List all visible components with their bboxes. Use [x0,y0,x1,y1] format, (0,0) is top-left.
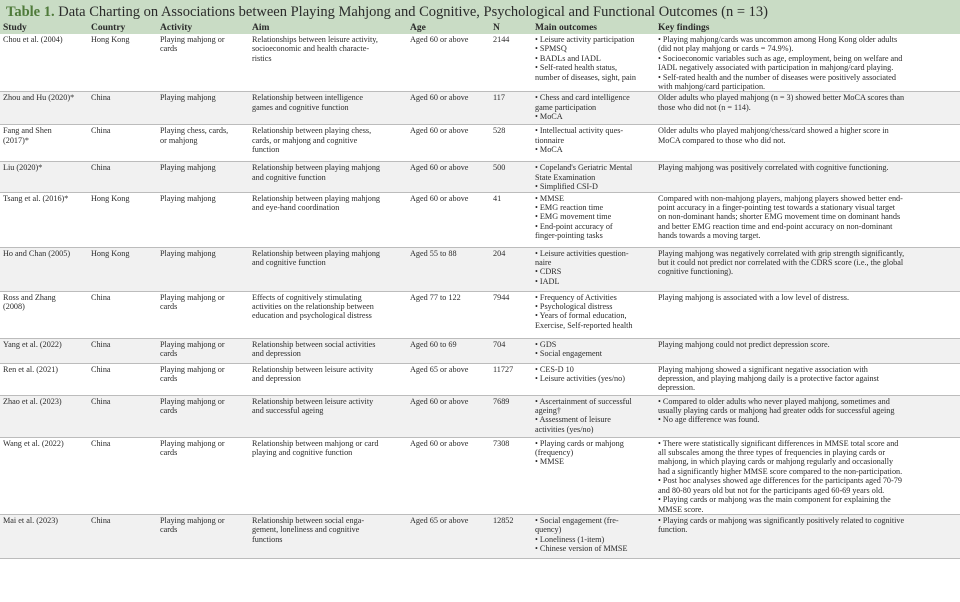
cell-study: Zhou and Hu (2020)* [3,93,75,103]
table-row [0,125,960,162]
cell-study: Ross and Zhang (2008) [3,292,56,312]
cell-age: Aged 65 or above [410,515,469,525]
cell-country: China [91,364,111,374]
cell-age: Aged 60 or above [410,35,469,44]
cell-main-outcomes: • CES-D 10 • Leisure activities (yes/no) [535,364,625,384]
cell-age: Aged 60 or above [410,193,469,203]
cell-age: Aged 55 to 88 [410,248,457,258]
cell-key-findings: Compared with non-mahjong players, mahjong players showed better end- point accuracy in a finger-pointing test towards a stationary visual target on non-dominant hands; shorter EMG movement time on dominant hands and better EMG reaction time and end-point accuracy on non-dominant hands towards a moving target. [658,193,903,241]
cell-study: Yang et al. (2022) [3,339,62,349]
cell-country: China [91,339,111,349]
header-main-outcomes: Main outcomes [532,22,655,34]
cell-age: Aged 60 or above [410,93,469,103]
table-row [0,437,960,514]
cell-activity: Playing mahjong or cards [160,364,225,384]
cell-n: 500 [493,163,506,173]
cell-activity: Playing mahjong [160,163,216,173]
cell-age: Aged 77 to 122 [410,292,461,302]
data-table [0,22,960,559]
cell-main-outcomes: • Social engagement (fre- quency) • Loneliness (1-item) • Chinese version of MMSE [535,515,628,554]
cell-country: Hong Kong [91,248,130,258]
cell-key-findings: Playing mahjong showed a significant negative association with depression, and playing mahjong daily is a protective factor against depression. [658,364,879,393]
table-row [0,92,960,125]
cell-aim: Relationship between leisure activity and depression [252,364,374,384]
cell-key-findings: Playing mahjong was negatively correlated with grip strength significantly, but it could not predict nor correlated with the CDRS score (i.e., the global cognitive functioning). [658,248,905,277]
header-aim: Aim [249,22,407,34]
cell-age: Aged 60 to 69 [410,339,457,349]
table-row [0,247,960,291]
table-caption-text: Data Charting on Associations between Playing Mahjong and Cognitive, Psychological and Functional Outcomes (n = 13) [58,4,768,20]
cell-study: Liu (2020)* [3,163,43,173]
cell-age: Aged 60 or above [410,163,469,173]
cell-aim: Relationships between leisure activity, socioeconomic and health characte- ristics [252,35,378,63]
cell-country: Hong Kong [91,35,130,44]
cell-study: Chou et al. (2004) [3,35,63,44]
cell-key-findings: Playing mahjong was positively correlated with cognitive functioning. [658,163,889,173]
cell-key-findings: Older adults who played mahjong (n = 3) showed better MoCA scores than those who did not (n = 114). [658,93,905,112]
cell-activity: Playing mahjong [160,93,216,103]
cell-study: Ren et al. (2021) [3,364,59,374]
cell-main-outcomes: • MMSE • EMG reaction time • EMG movement time • End-point accuracy of finger-pointing tasks [535,193,613,241]
header-age: Age [407,22,490,34]
cell-age: Aged 60 or above [410,396,469,406]
cell-activity: Playing mahjong or cards [160,35,225,54]
cell-activity: Playing mahjong or cards [160,438,225,458]
table-label: Table 1. [6,4,55,20]
cell-key-findings: • Playing cards or mahjong was significantly positively related to cognitive function. [658,515,905,535]
cell-aim: Relationship between playing chess, cards, or mahjong and cognitive function [252,126,372,155]
cell-n: 7308 [493,438,510,448]
cell-country: China [91,292,111,302]
cell-key-findings: Older adults who played mahjong/chess/card showed a higher score in MoCA compared to those who did not. [658,126,889,145]
cell-main-outcomes: • Frequency of Activities • Psychological distress • Years of formal education, Exercise, Self-reported health [535,292,633,330]
cell-country: China [91,163,111,173]
cell-main-outcomes: • Intellectual activity ques- tionnaire • MoCA [535,126,624,155]
header-n: N [490,22,532,34]
cell-age: Aged 60 or above [410,126,469,136]
cell-aim: Relationship between playing mahjong and eye-hand coordination [252,193,381,213]
cell-activity: Playing mahjong or cards [160,339,225,359]
cell-study: Wang et al. (2022) [3,438,64,448]
cell-main-outcomes: • Leisure activities question- naire • CDRS • IADL [535,248,629,286]
table-row [0,363,960,395]
cell-n: 528 [493,126,506,136]
cell-activity: Playing mahjong [160,248,216,258]
table-row [0,291,960,338]
cell-country: China [91,126,111,136]
header-activity: Activity [157,22,249,34]
cell-aim: Effects of cognitively stimulating activities on the relationship between education and psychological distress [252,292,374,321]
cell-activity: Playing mahjong or cards [160,515,225,535]
cell-age: Aged 60 or above [410,438,469,448]
cell-main-outcomes: • Chess and card intelligence game participation • MoCA [535,93,630,122]
cell-aim: Relationship between playing mahjong and cognitive function [252,163,381,182]
cell-key-findings: • Compared to older adults who never played mahjong, sometimes and usually playing cards or mahjong had greater odds for successful ageing • No age difference was found. [658,396,895,425]
header-key-findings: Key findings [655,22,960,34]
cell-study: Ho and Chan (2005) [3,248,71,258]
table-row [0,395,960,437]
cell-key-findings: Playing mahjong could not predict depression score. [658,339,830,349]
cell-study: Tsang et al. (2016)* [3,193,69,203]
table-row [0,162,960,192]
cell-key-findings: • Playing mahjong/cards was uncommon among Hong Kong older adults (did not play mahjong or cards = 74.9%). • Socioeconomic variables such as age, employment, being on welfare and IADL negatively associated with participation in mahjong/card playing. • Self-rated health and the number of diseases were positively associated with mahjong/card participation. [658,35,903,92]
table-row [0,34,960,92]
cell-n: 204 [493,248,506,258]
table-row [0,514,960,558]
cell-n: 41 [493,193,502,203]
header-country: Country [88,22,157,34]
cell-country: Hong Kong [91,193,130,203]
cell-main-outcomes: • GDS • Social engagement [535,339,602,359]
cell-n: 11727 [493,364,514,374]
cell-study: Mai et al. (2023) [3,515,59,525]
cell-country: China [91,396,111,406]
cell-n: 117 [493,93,505,103]
cell-aim: Relationship between social activities and depression [252,339,376,359]
cell-n: 2144 [493,35,510,44]
cell-main-outcomes: • Leisure activity participation • SPMSQ • BADLs and IADL • Self-rated health status, number of diseases, sight, pain [535,35,636,82]
cell-activity: Playing mahjong [160,193,216,203]
table-row [0,192,960,247]
cell-main-outcomes: • Playing cards or mahjong (frequency) • MMSE [535,438,624,467]
table-caption [0,0,960,22]
cell-n: 7944 [493,292,510,302]
cell-country: China [91,515,111,525]
cell-age: Aged 65 or above [410,364,469,374]
cell-aim: Relationship between mahjong or card playing and cognitive function [252,438,379,458]
cell-n: 12852 [493,515,514,525]
cell-activity: Playing mahjong or cards [160,292,225,312]
cell-study: Fang and Shen (2017)* [3,126,52,145]
cell-aim: Relationship between social enga- gement, loneliness and cognitive functions [252,515,365,544]
cell-main-outcomes: • Copeland's Geriatric Mental State Examination • Simplified CSI-D [535,163,633,192]
cell-n: 704 [493,339,506,349]
table-row [0,338,960,363]
cell-key-findings: • There were statistically significant differences in MMSE total score and all subscales among the three types of frequencies in playing cards or mahjong, in which playing cards or mahjong regularly and occasionally had a significantly higher MMSE score compared to the non-participation. • Post hoc analyses showed age differences for the participants aged 70-79 and 80-80 years old but not for the participants aged 60-69 years old. • Playing cards or mahjong was the main component for explaining the MMSE score. [658,438,903,514]
cell-aim: Relationship between intelligence games and cognitive function [252,93,363,112]
cell-aim: Relationship between leisure activity and successful ageing [252,396,374,416]
cell-key-findings: Playing mahjong is associated with a low level of distress. [658,292,850,302]
cell-aim: Relationship between playing mahjong and cognitive function [252,248,381,268]
cell-activity: Playing mahjong or cards [160,396,225,416]
header-study: Study [0,22,88,34]
cell-main-outcomes: • Ascertainment of successful ageing† • Assessment of leisure activities (yes/no) [535,396,632,434]
cell-n: 7689 [493,396,510,406]
cell-country: China [91,438,111,448]
header-row [0,22,960,34]
cell-study: Zhao et al. (2023) [3,396,62,406]
cell-activity: Playing chess, cards, or mahjong [160,126,229,145]
cell-country: China [91,93,111,103]
